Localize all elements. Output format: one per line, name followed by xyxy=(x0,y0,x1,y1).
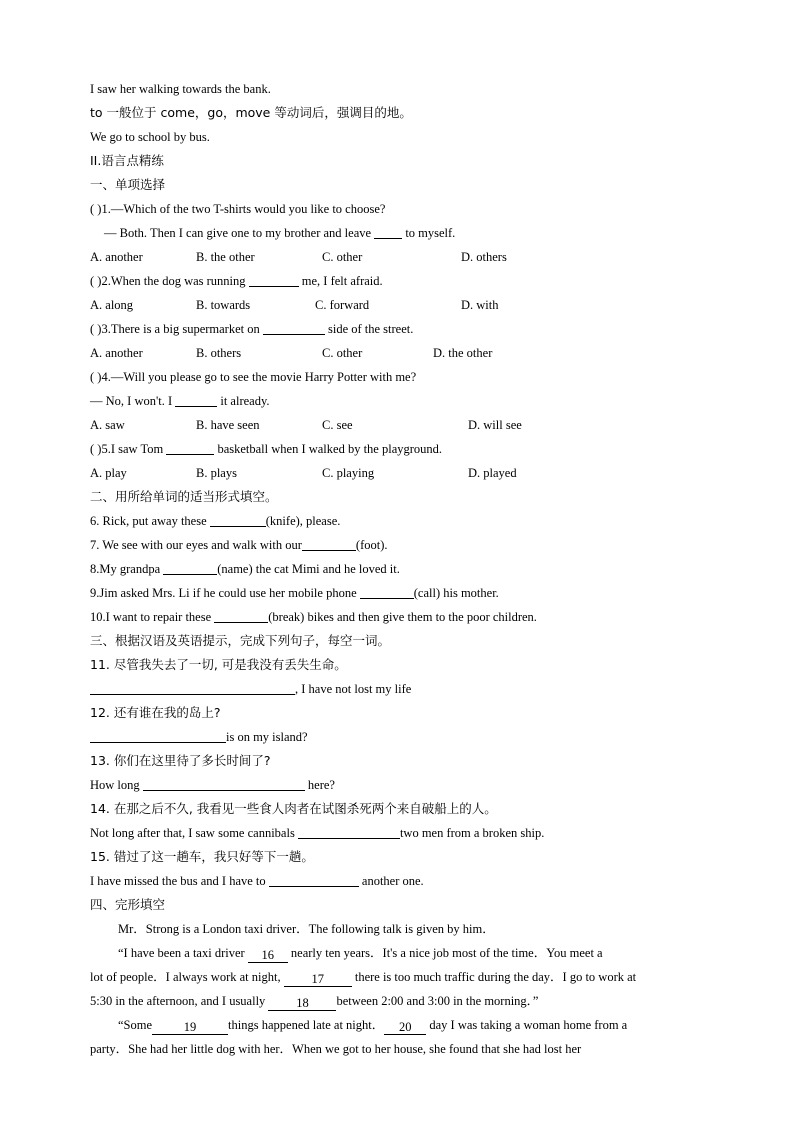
q2-stem xyxy=(90,269,710,293)
q13-english xyxy=(90,773,710,797)
q1-option-c[interactable]: C. other xyxy=(322,250,363,264)
q3-blank[interactable] xyxy=(263,320,325,335)
blank-19[interactable]: 19 xyxy=(152,1020,228,1035)
q2-option-b[interactable]: B. towards xyxy=(196,298,251,312)
q5-options xyxy=(90,461,710,485)
q11-blank[interactable] xyxy=(90,680,295,695)
q4-text-a: — No, I won't. I xyxy=(90,394,176,408)
q5-text-a: ( )5.I saw Tom xyxy=(90,442,167,456)
q2-option-a[interactable]: A. along xyxy=(90,298,134,312)
q3-option-d[interactable]: D. the other xyxy=(433,346,493,360)
q13-text-b: here? xyxy=(304,778,335,792)
q1-stem: ( )1.—Which of the two T-shirts would you like to choose? xyxy=(90,202,386,216)
q4-text-b: it already. xyxy=(217,394,270,408)
q6-text-a: 6. Rick, put away these xyxy=(90,514,210,528)
q13-chinese: 13. 你们在这里待了多长时间了? xyxy=(90,753,271,768)
q3-option-c[interactable]: C. other xyxy=(322,346,363,360)
q4-options xyxy=(90,413,710,437)
q2-blank[interactable] xyxy=(249,272,299,287)
q9-blank[interactable] xyxy=(360,584,414,599)
q2-text-a: ( )2.When the dog was running xyxy=(90,274,249,288)
part2-title: 二、用所给单词的适当形式填空。 xyxy=(90,489,278,504)
q7-blank[interactable] xyxy=(302,536,356,551)
q14-chinese: 14. 在那之后不久, 我看见一些食人肉者在试图杀死两个来自破船上的人。 xyxy=(90,801,497,816)
q2-text-b: me, I felt afraid. xyxy=(298,274,383,288)
q5-option-a[interactable]: A. play xyxy=(90,466,127,480)
q4-stem: ( )4.—Will you please go to see the movie Harry Potter with me? xyxy=(90,370,417,384)
q9-text-b: (call) his mother. xyxy=(413,586,499,600)
q5-blank[interactable] xyxy=(166,440,214,455)
q6-blank[interactable] xyxy=(210,512,266,527)
cloze-line-1: Mr．Strong is a London taxi driver．The following talk is given by him． xyxy=(118,922,495,936)
q1-option-a[interactable]: A. another xyxy=(90,250,143,264)
q12-text: is on my island? xyxy=(226,730,308,744)
cloze-text: nearly ten years．It's a nice job most of the time．You meet a xyxy=(287,946,603,960)
q1-blank[interactable] xyxy=(374,224,402,239)
q10-text-a: 10.I want to repair these xyxy=(90,610,215,624)
q15-blank[interactable] xyxy=(269,872,359,887)
part4-title: 四、完形填空 xyxy=(90,897,166,912)
q1-options xyxy=(90,245,710,269)
intro-line-1: I saw her walking towards the bank. xyxy=(90,82,271,96)
q12-english xyxy=(90,725,710,749)
q10 xyxy=(90,605,710,629)
intro-line-2: to 一般位于 come，go，move 等动词后，强调目的地。 xyxy=(90,105,412,120)
q5-option-d[interactable]: D. played xyxy=(468,466,517,480)
q1-option-d[interactable]: D. others xyxy=(461,250,507,264)
q14-text-b: two men from a broken ship. xyxy=(399,826,545,840)
cloze-text: things happened late at night． xyxy=(228,1018,385,1032)
blank-20[interactable]: 20 xyxy=(384,1020,426,1035)
q13-text-a: How long xyxy=(90,778,143,792)
cloze-line-2 xyxy=(90,941,710,965)
q7-text-a: 7. We see with our eyes and walk with our xyxy=(90,538,302,552)
cloze-text: “Some xyxy=(118,1018,153,1032)
cloze-line-5 xyxy=(90,1013,710,1037)
cloze-text: there is too much traffic during the day．I go to work at xyxy=(351,970,637,984)
q8 xyxy=(90,557,710,581)
intro-line-3: We go to school by bus. xyxy=(90,130,210,144)
blank-17[interactable]: 17 xyxy=(284,972,352,987)
part3-title: 三、根据汉语及英语提示，完成下列句子，每空一词。 xyxy=(90,633,391,648)
q2-option-c[interactable]: C. forward xyxy=(315,298,370,312)
blank-16[interactable]: 16 xyxy=(248,948,288,963)
q15-chinese: 15. 错过了这一趟车，我只好等下一趟。 xyxy=(90,849,314,864)
q2-options xyxy=(90,293,710,317)
q4-option-d[interactable]: D. will see xyxy=(468,418,522,432)
cloze-line-3 xyxy=(90,965,710,989)
q13-blank[interactable] xyxy=(143,776,305,791)
cloze-text: 5:30 in the afternoon, and I usually xyxy=(90,994,269,1008)
q14-blank[interactable] xyxy=(298,824,400,839)
worksheet-page xyxy=(90,77,710,1061)
q11-chinese: 11. 尽管我失去了一切, 可是我没有丢失生命。 xyxy=(90,657,347,672)
q8-text-a: 8.My grandpa xyxy=(90,562,164,576)
q6 xyxy=(90,509,710,533)
q4-option-a[interactable]: A. saw xyxy=(90,418,125,432)
q3-text-a: ( )3.There is a big supermarket on xyxy=(90,322,263,336)
cloze-line-4 xyxy=(90,989,710,1013)
q15-text-a: I have missed the bus and I have to xyxy=(90,874,269,888)
q7-text-b: (foot). xyxy=(355,538,388,552)
q3-option-b[interactable]: B. others xyxy=(196,346,242,360)
q7 xyxy=(90,533,710,557)
q14-text-a: Not long after that, I saw some cannibals xyxy=(90,826,298,840)
cloze-text: day I was taking a woman home from a xyxy=(426,1018,628,1032)
q3-stem xyxy=(90,317,710,341)
q2-option-d[interactable]: D. with xyxy=(461,298,499,312)
q4-option-b[interactable]: B. have seen xyxy=(196,418,260,432)
q1-stem-2 xyxy=(90,221,710,245)
cloze-text: lot of people．I always work at night, xyxy=(90,970,284,984)
cloze-line-6: party．She had her little dog with her．When we got to her house, she found that she had lost her xyxy=(90,1042,582,1056)
q5-text-b: basketball when I walked by the playground. xyxy=(214,442,443,456)
q14-english xyxy=(90,821,710,845)
cloze-text: “I have been a taxi driver xyxy=(118,946,248,960)
q10-blank[interactable] xyxy=(214,608,268,623)
q4-blank[interactable] xyxy=(175,392,217,407)
q3-options xyxy=(90,341,710,365)
q5-option-b[interactable]: B. plays xyxy=(196,466,237,480)
q1-text-a: — Both. Then I can give one to my brother and leave xyxy=(104,226,375,240)
q3-option-a[interactable]: A. another xyxy=(90,346,143,360)
q10-text-b: (break) bikes and then give them to the poor children. xyxy=(268,610,537,624)
q12-blank[interactable] xyxy=(90,728,226,743)
q15-text-b: another one. xyxy=(358,874,424,888)
q1-option-b[interactable]: B. the other xyxy=(196,250,255,264)
q9 xyxy=(90,581,710,605)
q5-option-c[interactable]: C. playing xyxy=(322,466,375,480)
q8-blank[interactable] xyxy=(163,560,217,575)
q3-text-b: side of the street. xyxy=(324,322,414,336)
q4-option-c[interactable]: C. see xyxy=(322,418,353,432)
q12-chinese: 12. 还有谁在我的岛上? xyxy=(90,705,221,720)
cloze-text: between 2:00 and 3:00 in the morning．” xyxy=(336,994,539,1008)
q4-stem-2 xyxy=(90,389,710,413)
q1-text-b: to myself. xyxy=(402,226,456,240)
q9-text-a: 9.Jim asked Mrs. Li if he could use her mobile phone xyxy=(90,586,360,600)
q8-text-b: (name) the cat Mimi and he loved it. xyxy=(217,562,400,576)
blank-18[interactable]: 18 xyxy=(268,996,336,1011)
q15-english xyxy=(90,869,710,893)
q11-text: , I have not lost my life xyxy=(295,682,412,696)
part1-title: 一、单项选择 xyxy=(90,177,166,192)
q11-english xyxy=(90,677,710,701)
q5-stem xyxy=(90,437,710,461)
q6-text-b: (knife), please. xyxy=(265,514,341,528)
section-title: II.语言点精练 xyxy=(90,153,164,168)
